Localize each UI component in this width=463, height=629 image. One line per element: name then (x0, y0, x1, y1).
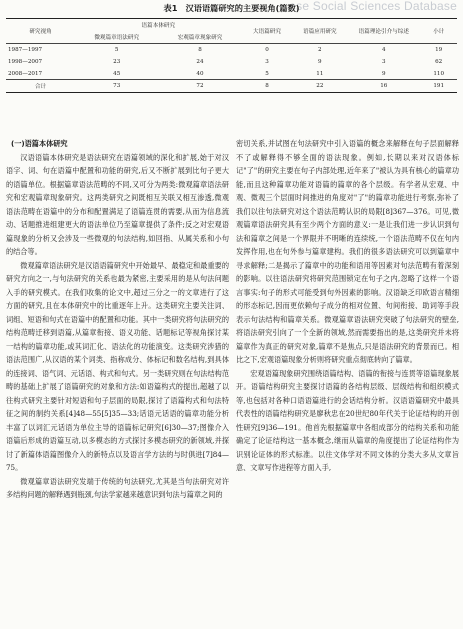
table-row: 1998—2007 23 24 3 9 3 62 (8, 58, 443, 65)
header-macro: 宏观篇章现象研究 (158, 31, 241, 43)
paragraph: 宏观语篇现象研究围绕语篇结构、语篇的衔接与连贯等语篇现象展开。语篇结构研究主要探讨语篇的各结构层级、层级结构和组织模式等,也包括对各种口语语篇进行的会话结构分析。汉语语篇研究中最具代表性的语篇结构研究是廖秋忠在20世纪80年代关于论证结构的开创性研究[9]36—191。他首先根据篇章中各组成部分的结构关系和功能确定了论证结构这一基本概念,继而从篇章的角度提出了论证结构作为识别论证体的形式标准。以往文体学对不同文体的分类大多从文章旨意、文章写作进程等方面入手, (236, 368, 459, 472)
left-text-column (6, 137, 229, 502)
header-subtotal: 小计 (420, 19, 457, 44)
paragraph-continued: 密切关系,并试图在句法研究中引入语篇的概念来解释在句子层面解释不了或解释得不够全面的语法现象。例如,长期以来对汉语体标记"了"的研究主要在句子内部处理,近年来了"被认为具有核心的篇章功能,而且这种篇章功能对语篇的篇章的各个层级。有学者从宏观、中观、微观三个层面时间推进的角度对"了"的篇章功能进行考察,弥补了我们以往句法研究对这个语法范畴认识的局限[8]367—376。可见,微观篇章语法研究具有至少两个方面的意义:一是让我们进一步认识到句法和篇章之间是一个界限并不明晰的连续统,一个语法范畴不仅在句内发挥作用,也在句外参与篇章建构。我们的很多语法研究可以到篇章中寻求解释;二是揭示了篇章中的功能和语用等因素对句法范畴有着深刻的影响。以往语法研究将研究范围锁定在句子之内,忽略了这样一个语言事实:句子的形式可能受到句外因素的影响。汉语缺乏印欧语言精细的形态标记,因而更依赖句子成分的相对位置、句间衔接、助词等手段表示句法结构和篇章关系。微观篇章语法研究突破了句法研究的壁垒,将语法研究引向了一个全新的领域,然而需要指出的是,这类研究并未将篇章作为真正的研究对象,篇章不是焦点,只是语法研究的背景而已。相比之下,宏观语篇现象分析则将研究重点彻底转向了篇章。 (236, 139, 459, 364)
header-perspective: 研究视角 (6, 19, 75, 44)
statistics-table (6, 18, 457, 93)
section-heading: (一)语篇本体研究 (11, 139, 68, 148)
table-caption: 表1 汉语语篇研究的主要视角(篇数) (163, 3, 300, 13)
header-theory: 语篇理论引介与综述 (347, 19, 420, 44)
right-text-column (236, 137, 459, 475)
watermark: ese Social Sciences Database (289, 0, 457, 13)
table-row: 1987—1997 5 8 0 2 4 19 (6, 43, 457, 55)
table-total-row: 合计 73 72 8 22 16 191 (6, 80, 457, 93)
header-application: 语篇应用研究 (292, 19, 347, 44)
header-group-ontology: 语篇本体研究 (75, 19, 242, 31)
table-row: 2008—2017 45 40 5 11 9 110 (8, 70, 445, 77)
paragraph: 微观篇章语法研究发端于传统的句法研究,尤其是当句法研究对许多结构问题的解释遇到瓶颈,句法学家越来越意识到句法与篇章之间的 (6, 476, 229, 499)
paragraph: 微观篇章语法研究是汉语语篇研究中开始最早、最稳定和最重要的研究方向之一,与句法研究的关系也最为紧密,主要采用的是从句法问题入手的研究模式。在我们收集的论文中,超过三分之一的文章进行了这方面的研究,且在本体研究中的比重逐年上升。这类研究主要关注词、词组、短语和句式在语篇中的配置和功能。其中一类研究将句法研究的结构范畴迁移到语篇,从篇章衔接、语义功能、话题标记等视角探讨某一结构的篇章功能,或其词汇化、语法化的功能演变。这类研究涉猎的语法范围广,从汉语的某个词类、指称成分、体标记和数名结构,到具体的连接词、语气词、元话语、构式和句式。另一类研究则在句法结构范畴的基础上扩展了语篇研究的对象和方法:如语篇构式的提出,超越了以往构式研究主要针对短语和句子层面的局限,探讨了语篇构式和句法特征之间的制约关系[4]48—55[5]35—33;话语元话语的篇章功能分析丰富了以词汇元话语为单位主导的语篇标记研究[6]30—37;图像介入语篇后形成的语篇互动,以多模态的方式探讨多模态研究的新领域,并探讨了新篇体语篇图像介入的新特点以及语言学方法的与时俱进[7]84—75。 (6, 260, 229, 472)
header-corpus: 大语篇研究 (242, 19, 293, 44)
paragraph: 汉语语篇本体研究是语法研究在语篇领域的深化和扩展,始于对汉语字、词、句在语篇中配置和功能的研究,后又不断扩展到比句子更大的语篇单位。根据篇章语法范畴的不同,又可分为两类:微观篇章语法研究和宏观篇章现象研究。这两类研究之间既相互关联又相互渗透,微观语法范畴在语篇中的分布和配置满足了语篇连贯的需要,从而为信息流动、话题推进组建更大的语法单位乃至篇章提供了条件;反之对宏观语篇现象的分析又会涉及一些微观的句法结构,如回指、从属关系和小句的结合等。 (6, 152, 229, 256)
header-micro: 微观篇章语法研究 (75, 31, 158, 43)
